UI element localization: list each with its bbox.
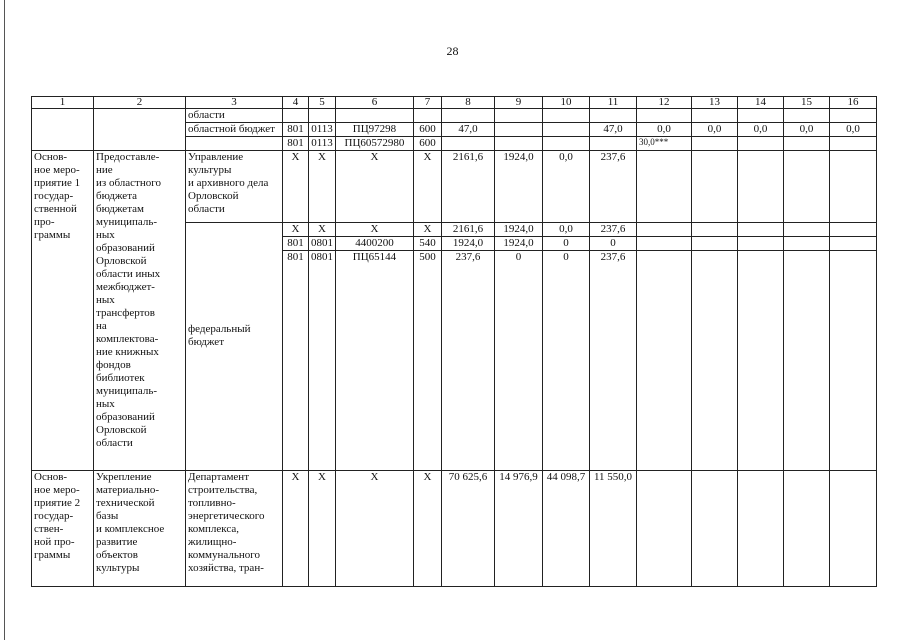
table-cell: 0,0 xyxy=(784,123,830,137)
table-cell: областной бюджет xyxy=(186,123,283,137)
header-cell: 13 xyxy=(692,97,738,109)
header-cell: 15 xyxy=(784,97,830,109)
header-cell: 1 xyxy=(32,97,94,109)
table-cell: 0 xyxy=(495,251,543,471)
table-cell: 600 xyxy=(414,123,442,137)
table-cell: 0,0 xyxy=(543,151,590,223)
table-cell: 237,6 xyxy=(590,223,637,237)
header-cell: 8 xyxy=(442,97,495,109)
budget-table xyxy=(31,96,877,587)
table-cell: 1924,0 xyxy=(495,151,543,223)
responsible-body-cell: Департамент строительства, топливно- энергетического комплекса, жилищно- коммунального хозяйства, тран- xyxy=(186,471,283,587)
table-cell: 540 xyxy=(414,237,442,251)
table-cell: 237,6 xyxy=(590,251,637,471)
header-cell: 16 xyxy=(830,97,877,109)
table-cell: ПЦ65144 xyxy=(336,251,414,471)
header-cell: 10 xyxy=(543,97,590,109)
header-cell: 14 xyxy=(738,97,784,109)
header-cell: 3 xyxy=(186,97,283,109)
table-cell: 801 xyxy=(283,137,309,151)
table-cell: 70 625,6 xyxy=(442,471,495,587)
table-cell: 0 xyxy=(543,237,590,251)
header-row xyxy=(32,97,877,109)
table-cell: 2161,6 xyxy=(442,151,495,223)
table-cell: 30,0*** xyxy=(637,137,692,151)
page-number: 28 xyxy=(446,44,459,58)
table-cell: 1924,0 xyxy=(495,223,543,237)
responsible-body-cell: Управление культуры и архивного дела Орловской области xyxy=(186,151,283,223)
table-cell: 801 xyxy=(283,237,309,251)
table-cell: 0801 xyxy=(309,251,336,471)
table-cell: X xyxy=(336,471,414,587)
left-margin-line xyxy=(4,0,5,640)
table-cell: X xyxy=(283,151,309,223)
table-cell: 237,6 xyxy=(442,251,495,471)
table-cell xyxy=(32,109,94,151)
header-cell: 7 xyxy=(414,97,442,109)
table-cell: X xyxy=(336,223,414,237)
activity-description-cell: Предоставле- ние из областного бюджета бюджетам муниципаль- ных образований Орловской области иных межбюджет- ных трансфертов на комплектова- ние книжных фондов библиотек муниципаль- ных образований Орловской области xyxy=(94,151,186,471)
activity-description-cell: Укрепление материально- технической базы и комплексное развитие объектов культуры xyxy=(94,471,186,587)
table-cell: X xyxy=(309,151,336,223)
activity-name-cell: Основ- ное меро- приятие 1 государ- ственной про- граммы xyxy=(32,151,94,471)
table-cell: 47,0 xyxy=(442,123,495,137)
table-cell: ПЦ60572980 xyxy=(336,137,414,151)
table-cell: X xyxy=(414,151,442,223)
table-cell: X xyxy=(309,223,336,237)
header-cell: 12 xyxy=(637,97,692,109)
table-cell: X xyxy=(283,471,309,587)
table-cell: 0,0 xyxy=(637,123,692,137)
table-cell: 237,6 xyxy=(590,151,637,223)
header-cell: 5 xyxy=(309,97,336,109)
table-cell: X xyxy=(309,471,336,587)
table-cell: 1924,0 xyxy=(495,237,543,251)
table-cell: области xyxy=(186,109,283,123)
table-cell: 0113 xyxy=(309,123,336,137)
header-cell: 9 xyxy=(495,97,543,109)
table-cell: 0801 xyxy=(309,237,336,251)
table-cell: 0,0 xyxy=(692,123,738,137)
table-cell: 801 xyxy=(283,251,309,471)
header-cell: 11 xyxy=(590,97,637,109)
table-cell: X xyxy=(283,223,309,237)
table-cell: 47,0 xyxy=(590,123,637,137)
table-cell: 600 xyxy=(414,137,442,151)
table-row xyxy=(32,109,877,123)
table-cell: 2161,6 xyxy=(442,223,495,237)
table-cell: 801 xyxy=(283,123,309,137)
table-cell: 44 098,7 xyxy=(543,471,590,587)
table-cell: 4400200 xyxy=(336,237,414,251)
table-cell: 1924,0 xyxy=(442,237,495,251)
header-cell: 4 xyxy=(283,97,309,109)
table-cell: 0,0 xyxy=(830,123,877,137)
table-cell: 500 xyxy=(414,251,442,471)
table-cell: 0,0 xyxy=(738,123,784,137)
header-cell: 2 xyxy=(94,97,186,109)
budget-source-cell: федеральный бюджет xyxy=(186,223,283,471)
table-cell: ПЦ97298 xyxy=(336,123,414,137)
table-cell xyxy=(94,109,186,151)
table-cell: 0 xyxy=(543,251,590,471)
table-cell: 0,0 xyxy=(543,223,590,237)
table-cell xyxy=(186,137,283,151)
table-row xyxy=(32,471,877,587)
header-cell: 6 xyxy=(336,97,414,109)
activity-name-cell: Основ- ное меро- приятие 2 государ- ствен- ной про- граммы xyxy=(32,471,94,587)
table-cell: 0 xyxy=(590,237,637,251)
table-cell: X xyxy=(414,223,442,237)
table-cell: 14 976,9 xyxy=(495,471,543,587)
table-cell: X xyxy=(414,471,442,587)
table-cell: 11 550,0 xyxy=(590,471,637,587)
table-row xyxy=(32,151,877,223)
table-cell: 0113 xyxy=(309,137,336,151)
table-cell: X xyxy=(336,151,414,223)
